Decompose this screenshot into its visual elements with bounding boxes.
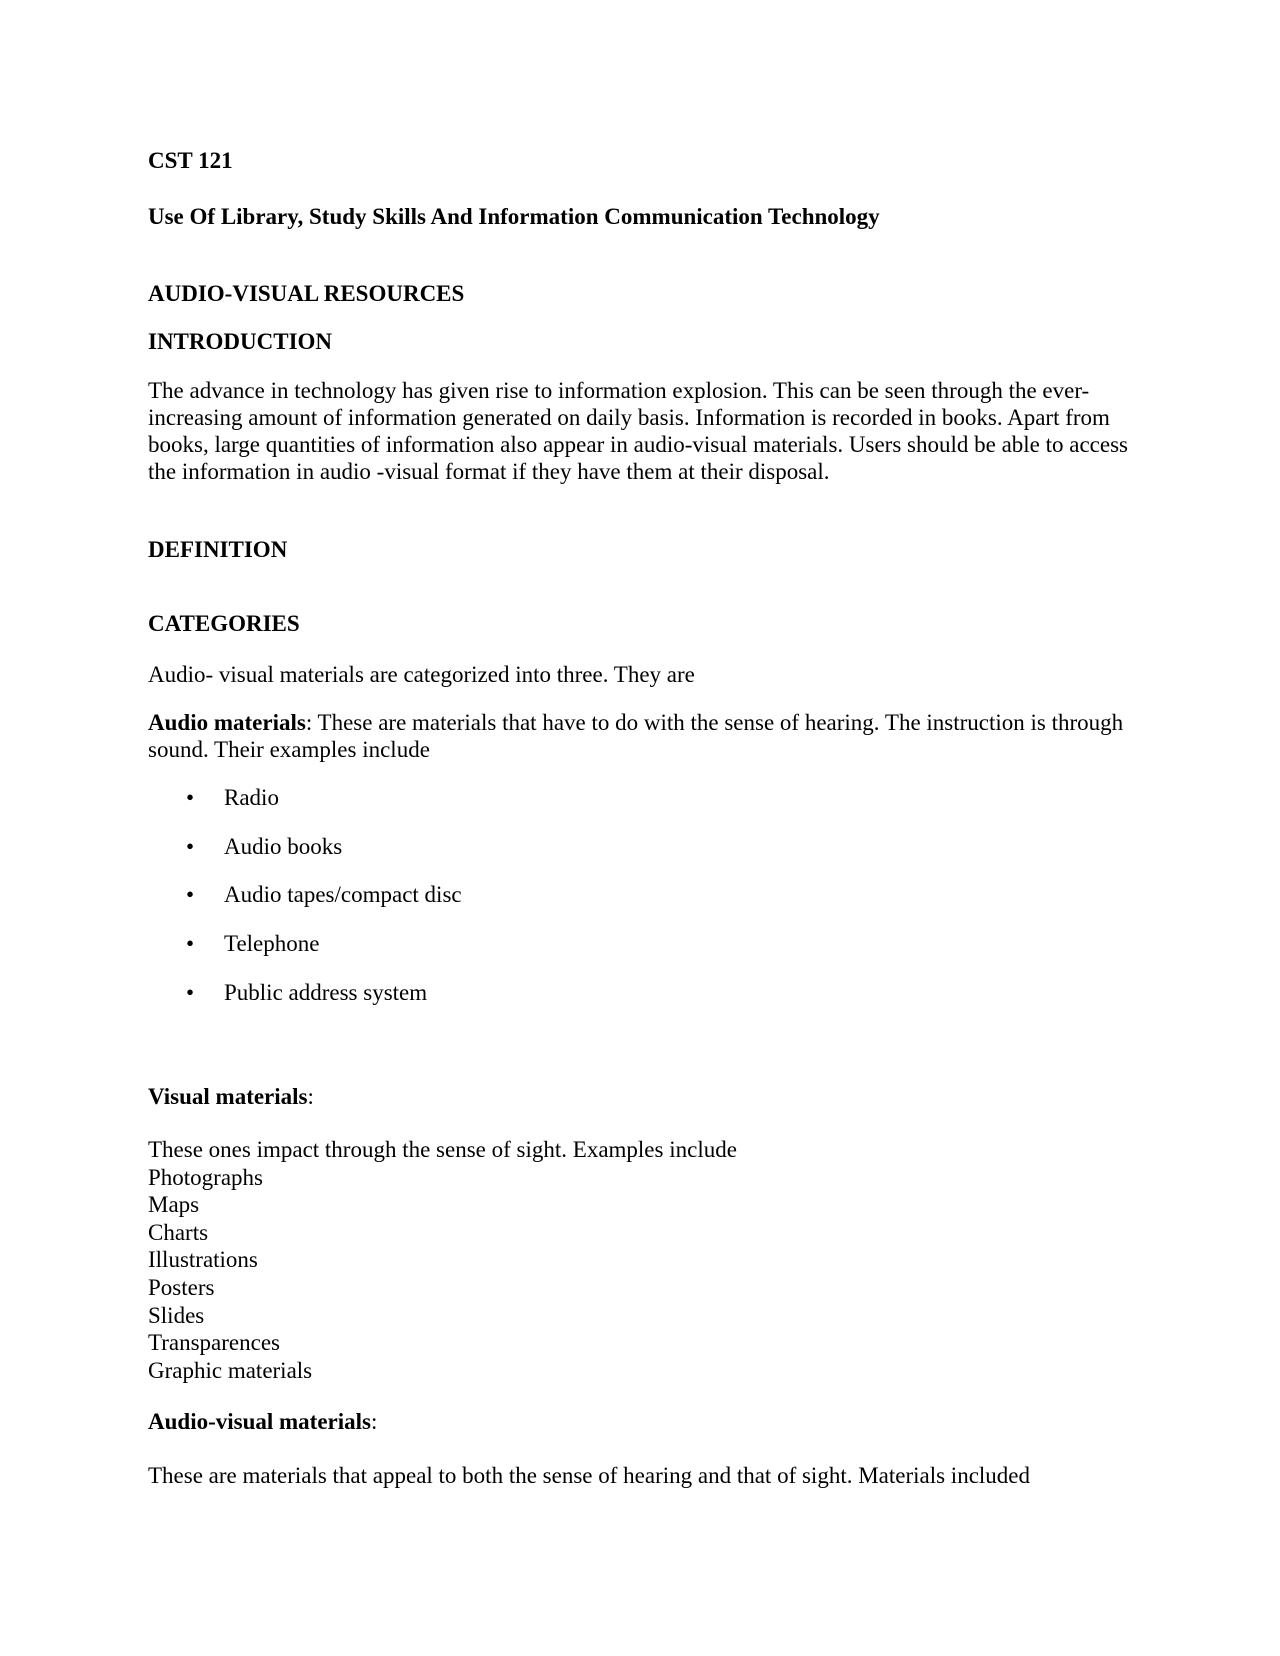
visual-materials-label: Visual materials <box>148 1084 308 1109</box>
categories-intro: Audio- visual materials are categorized into three. They are <box>148 662 695 687</box>
audio-visual-materials-label: Audio-visual materials <box>148 1409 371 1434</box>
audio-visual-materials-paragraph: These are materials that appeal to both the sense of hearing and that of sight. Materials included <box>148 1463 1031 1488</box>
definition-heading: DEFINITION <box>148 537 288 562</box>
bullet-icon: • <box>186 882 195 907</box>
visual-materials-colon: : <box>307 1084 314 1109</box>
list-item: Maps <box>148 1192 200 1218</box>
audio-visual-materials-colon: : <box>370 1409 378 1434</box>
list-item-text: Audio tapes/compact disc <box>224 882 462 907</box>
list-item-text: Radio <box>224 785 279 810</box>
list-item-text: Audio books <box>224 834 343 859</box>
visual-materials-intro: These ones impact through the sense of sight. Examples include <box>148 1137 737 1162</box>
categories-heading: CATEGORIES <box>148 611 300 636</box>
audio-materials-paragraph <box>148 709 1128 763</box>
list-item: Photographs <box>148 1164 263 1190</box>
section-heading: AUDIO-VISUAL RESOURCES <box>148 281 465 306</box>
list-item: Illustrations <box>148 1247 258 1273</box>
list-item-text: Telephone <box>224 931 320 956</box>
bullet-icon: • <box>186 980 195 1005</box>
introduction-paragraph: The advance in technology has given rise to information explosion. This can be seen through the ever-increasing amount of information generated on daily basis. Information is recorded in books. Apart from books, large quantities of information also appear in audio-visual materials. Users should be able to access the information in audio -visual format if they have them at their disposal. <box>148 378 1129 484</box>
list-item: Transparences <box>148 1330 281 1356</box>
audio-visual-materials-heading <box>148 1408 1128 1435</box>
bullet-icon: • <box>186 834 195 859</box>
list-item: Charts <box>148 1219 209 1245</box>
visual-materials-heading <box>148 1083 1128 1110</box>
audio-materials-text: : These are materials that have to do with the sense of hearing. The instruction is through sound. Their examples include <box>148 710 1124 762</box>
visual-materials-block <box>148 1136 1128 1384</box>
list-item: Graphic materials <box>148 1357 313 1383</box>
course-code: CST 121 <box>148 148 233 173</box>
bullet-icon: • <box>186 785 195 810</box>
course-title: Use Of Library, Study Skills And Information Communication Technology <box>148 204 880 229</box>
list-item: Posters <box>148 1274 215 1300</box>
list-item-text: Public address system <box>224 980 428 1005</box>
audio-materials-label: Audio materials <box>148 710 306 735</box>
introduction-heading: INTRODUCTION <box>148 329 333 354</box>
list-item: Slides <box>148 1302 205 1328</box>
bullet-icon: • <box>186 931 195 956</box>
